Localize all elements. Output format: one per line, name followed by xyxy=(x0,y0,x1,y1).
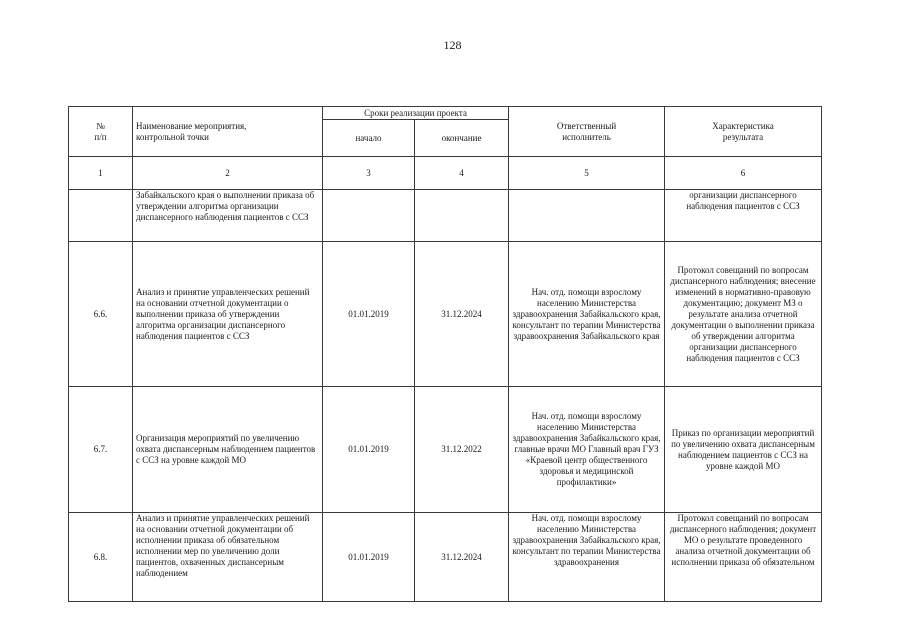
row-responsible xyxy=(509,190,665,242)
row-name: Анализ и принятие управленческих решений на основании отчетной документации о выполнении приказа об утверждении алгоритма организации диспансерного наблюдения пациентов с ССЗ xyxy=(133,242,323,387)
row-result: Протокол совещаний по вопросам диспансерного наблюдения; документ МО о результате проведенного анализа отчетной документации об исполнении приказа об обязательном xyxy=(665,513,822,602)
page-number: 128 xyxy=(443,38,462,52)
header-row xyxy=(69,107,822,120)
row-responsible: Нач. отд. помощи взрослому населению Министерства здравоохранения Забайкальского края, консультант по терапии Министерства здравоохранения xyxy=(509,513,665,602)
row-end xyxy=(415,190,509,242)
row-result: организации диспансерного наблюдения пациентов с ССЗ xyxy=(665,190,822,242)
row-name: Организация мероприятий по увеличению охвата диспансерным наблюдением пациентов с ССЗ на уровне каждой МО xyxy=(133,387,323,513)
column-number: 5 xyxy=(509,157,665,190)
column-number: 1 xyxy=(69,157,133,190)
table-row xyxy=(69,387,822,513)
header-result: Характеристика результата xyxy=(665,107,822,157)
table-row xyxy=(69,190,822,242)
action-plan-table xyxy=(68,106,822,602)
row-name: Анализ и принятие управленческих решений на основании отчетной документации об исполнении приказа об обязательном исполнении мер по увеличению доли пациентов, охваченных диспансерным наблюдением xyxy=(133,513,323,602)
row-end: 31.12.2024 xyxy=(415,513,509,602)
row-responsible: Нач. отд. помощи взрослому населению Министерства здравоохранения Забайкальского края, главные врачи МО Главный врач ГУЗ «Краевой центр общественного здоровья и медицинской профилактики» xyxy=(509,387,665,513)
row-name: Забайкальского края о выполнении приказа об утверждении алгоритма организации диспансерного наблюдения пациентов с ССЗ xyxy=(133,190,323,242)
header-end: окончание xyxy=(415,120,509,157)
row-result: Протокол совещаний по вопросам диспансерного наблюдения; внесение изменений в нормативно-правовую документацию; документ МЗ о результате анализа отчетной документации о выполнении приказа об утверждении алгоритма организации диспансерного наблюдения пациентов с ССЗ xyxy=(665,242,822,387)
column-number: 2 xyxy=(133,157,323,190)
table-row xyxy=(69,242,822,387)
row-start: 01.01.2019 xyxy=(323,387,415,513)
row-num xyxy=(69,190,133,242)
column-number: 3 xyxy=(323,157,415,190)
row-start: 01.01.2019 xyxy=(323,242,415,387)
table-row xyxy=(69,513,822,602)
column-number-row xyxy=(69,157,822,190)
row-end: 31.12.2024 xyxy=(415,242,509,387)
header-num: № п/п xyxy=(69,107,133,157)
column-number: 6 xyxy=(665,157,822,190)
row-num: 6.6. xyxy=(69,242,133,387)
column-number: 4 xyxy=(415,157,509,190)
row-num: 6.7. xyxy=(69,387,133,513)
row-num: 6.8. xyxy=(69,513,133,602)
header-name: Наименование мероприятия, контрольной точки xyxy=(133,107,323,157)
row-responsible: Нач. отд. помощи взрослому населению Министерства здравоохранения Забайкальского края, консультант по терапии Министерства здравоохранения Забайкальского края xyxy=(509,242,665,387)
header-start: начало xyxy=(323,120,415,157)
header-period: Сроки реализации проекта xyxy=(323,107,509,120)
row-start: 01.01.2019 xyxy=(323,513,415,602)
row-result: Приказ по организации мероприятий по увеличению охвата диспансерным наблюдением пациентов с ССЗ на уровне каждой МО xyxy=(665,387,822,513)
header-responsible: Ответственный исполнитель xyxy=(509,107,665,157)
row-end: 31.12.2022 xyxy=(415,387,509,513)
row-start xyxy=(323,190,415,242)
